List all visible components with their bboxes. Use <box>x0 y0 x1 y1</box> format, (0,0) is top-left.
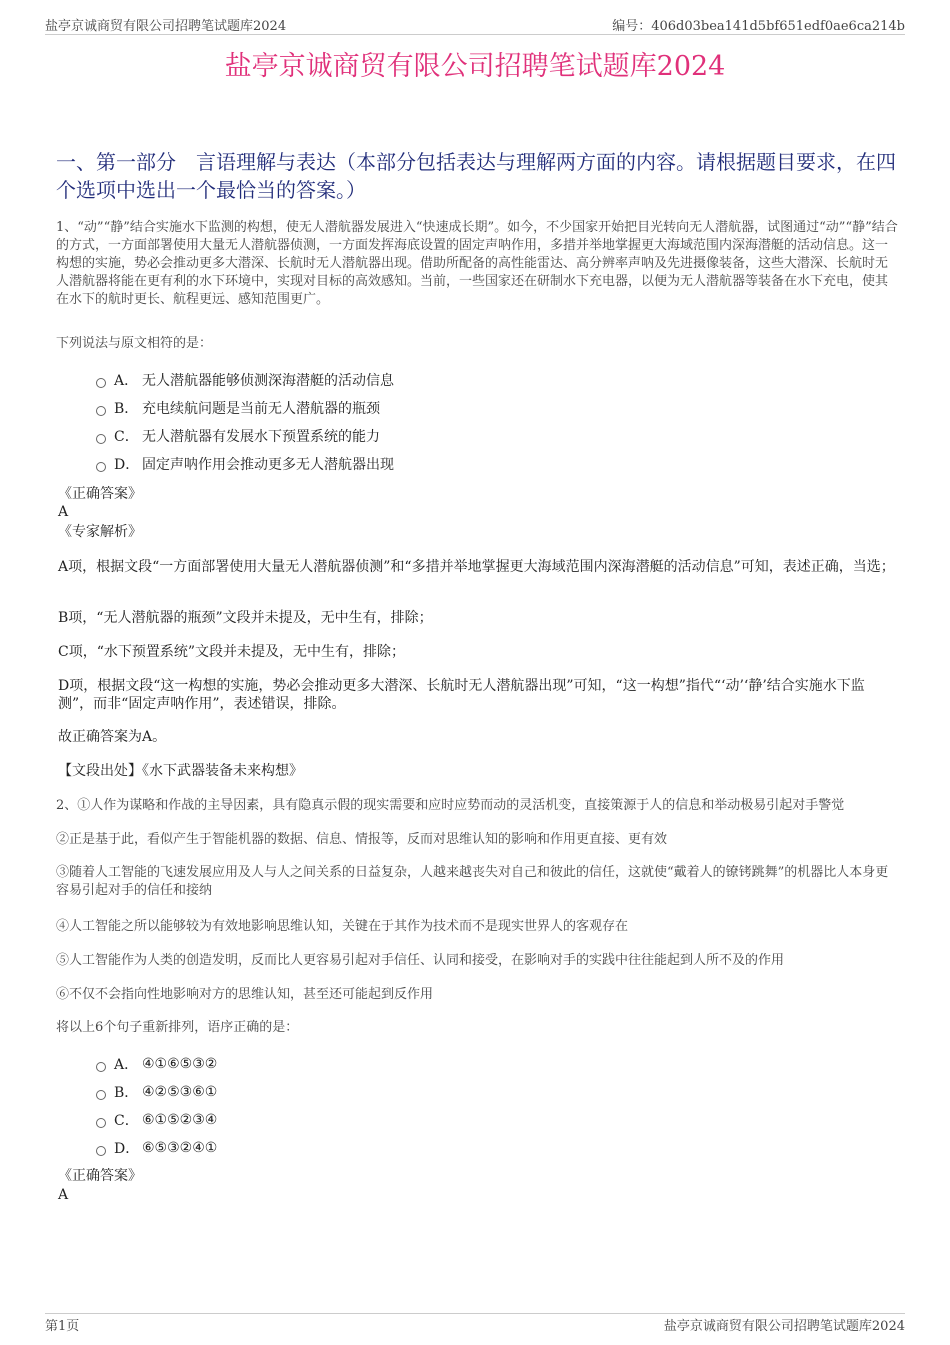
option-text: 充电续航问题是当前无人潜航器的瓶颈 <box>142 401 380 417</box>
radio-icon[interactable] <box>96 1146 106 1156</box>
q2-sentence-1: 2、①人作为谋略和作战的主导因素，具有隐真示假的现实需要和应时应势而动的灵活机变，直接策源于人的信息和举动极易引起对手警觉 <box>56 798 845 813</box>
q2-options <box>96 1054 217 1158</box>
radio-icon[interactable] <box>96 1062 106 1072</box>
option-letter: C． <box>114 1113 139 1129</box>
q1-passage: 1、“动”“静”结合实施水下监测的构想，使无人潜航器发展进入“快速成长期”。如今，不少国家开始把目光转向无人潜航器，试图通过“动”“静”结合的方式，一方面部署使用大量无人潜航器侦测，一方面发挥海底设置的固定声呐作用，多措并举地掌握更大海域范围内深海潜艇的活动信息。这一构想的实施，势必会推动更多大潜深、长航时无人潜航器出现。借助所配备的高性能雷达、高分辨率声呐及先进摄像装备，这些大潜深、长航时无人潜航器将能在更有利的水下环境中，实现对目标的高效感知。当前，一些国家还在研制水下充电器，以便为无人潜航器等装备在水下充电，使其在水下的航时更长、航程更远、感知范围更广。 <box>56 220 898 307</box>
radio-icon[interactable] <box>96 1090 106 1100</box>
q1-analysis-d: D项，根据文段“这一构想的实施，势必会推动更多大潜深、长航时无人潜航器出现”可知，“这一构想”指代“‘动’‘静’结合实施水下监测”，而非“固定声呐作用”，表述错误，排除。 <box>58 678 865 712</box>
q2-sentence-4: ④人工智能之所以能够较为有效地影响思维认知，关键在于其作为技术而不是现实世界人的客观存在 <box>56 919 629 934</box>
q1-option-a[interactable] <box>96 370 394 390</box>
option-letter: B． <box>114 1085 139 1101</box>
option-text: ⑥①⑤②③④ <box>142 1112 218 1128</box>
footer-divider <box>45 1313 905 1314</box>
option-letter: A． <box>114 373 139 389</box>
radio-icon[interactable] <box>96 378 106 388</box>
q1-answer-label: 《正确答案》 <box>58 486 142 502</box>
option-text: 无人潜航器能够侦测深海潜艇的活动信息 <box>142 373 394 389</box>
q2-option-b[interactable] <box>96 1082 217 1102</box>
option-letter: A． <box>114 1057 139 1073</box>
q1-analysis-label: 《专家解析》 <box>58 524 142 540</box>
q1-option-d[interactable] <box>96 454 394 474</box>
header-divider <box>45 34 905 35</box>
option-text: ④②⑤③⑥① <box>142 1084 218 1100</box>
q1-prompt: 下列说法与原文相符的是： <box>56 336 213 351</box>
footer-page-number: 第1页 <box>45 1319 80 1334</box>
radio-icon[interactable] <box>96 406 106 416</box>
option-letter: D． <box>114 457 140 473</box>
radio-icon[interactable] <box>96 1118 106 1128</box>
header-document-id: 编号：406d03bea141d5bf651edf0ae6ca214b <box>612 19 905 34</box>
q1-analysis-c: C项，“水下预置系统”文段并未提及，无中生有，排除； <box>58 644 406 660</box>
option-letter: D． <box>114 1141 140 1157</box>
radio-icon[interactable] <box>96 434 106 444</box>
footer-title: 盐亭京诚商贸有限公司招聘笔试题库2024 <box>663 1319 905 1334</box>
q2-option-a[interactable] <box>96 1054 217 1074</box>
q1-analysis-a: A项，根据文段“一方面部署使用大量无人潜航器侦测”和“多措并举地掌握更大海域范围内深海潜艇的活动信息”可知，表述正确，当选； <box>58 559 895 575</box>
option-text: ④①⑥⑤③② <box>142 1056 218 1072</box>
option-text: 固定声呐作用会推动更多无人潜航器出现 <box>142 457 394 473</box>
q2-prompt: 将以上6个句子重新排列，语序正确的是： <box>56 1020 299 1035</box>
option-letter: B． <box>114 401 139 417</box>
option-text: ⑥⑤③②④① <box>142 1140 218 1156</box>
q1-options <box>96 370 394 474</box>
q1-conclusion: 故正确答案为A。 <box>58 729 167 745</box>
q2-sentence-3: ③随着人工智能的飞速发展应用及人与人之间关系的日益复杂，人越来越丧失对自己和彼此的信任，这就使“戴着人的镣铐跳舞”的机器比人本身更容易引起对手的信任和接纳 <box>56 865 889 898</box>
option-letter: C． <box>114 429 139 445</box>
q2-option-c[interactable] <box>96 1110 217 1130</box>
q1-source: 【文段出处】《水下武器装备未来构想》 <box>58 763 303 779</box>
q2-option-d[interactable] <box>96 1138 217 1158</box>
q2-sentence-2: ②正是基于此，看似产生于智能机器的数据、信息、情报等，反而对思维认知的影响和作用更直接、更有效 <box>56 832 668 847</box>
header-left-title: 盐亭京诚商贸有限公司招聘笔试题库2024 <box>45 19 287 34</box>
q2-answer: A <box>58 1187 69 1203</box>
q2-answer-label: 《正确答案》 <box>58 1168 142 1184</box>
q1-answer: A <box>58 504 69 520</box>
q1-option-c[interactable] <box>96 426 394 446</box>
radio-icon[interactable] <box>96 462 106 472</box>
option-text: 无人潜航器有发展水下预置系统的能力 <box>142 429 380 445</box>
q1-analysis-b: B项，“无人潜航器的瓶颈”文段并未提及，无中生有，排除； <box>58 610 433 626</box>
page-title: 盐亭京诚商贸有限公司招聘笔试题库2024 <box>224 51 726 82</box>
q1-option-b[interactable] <box>96 398 394 418</box>
section-heading: 一、第一部分 言语理解与表达（本部分包括表达与理解两方面的内容。请根据题目要求，在四个选项中选出一个最恰当的答案。） <box>56 150 896 202</box>
q2-sentence-5: ⑤人工智能作为人类的创造发明，反而比人更容易引起对手信任、认同和接受，在影响对手的实践中往往能起到人所不及的作用 <box>56 953 785 968</box>
q2-sentence-6: ⑥不仅不会指向性地影响对方的思维认知，甚至还可能起到反作用 <box>56 987 434 1002</box>
